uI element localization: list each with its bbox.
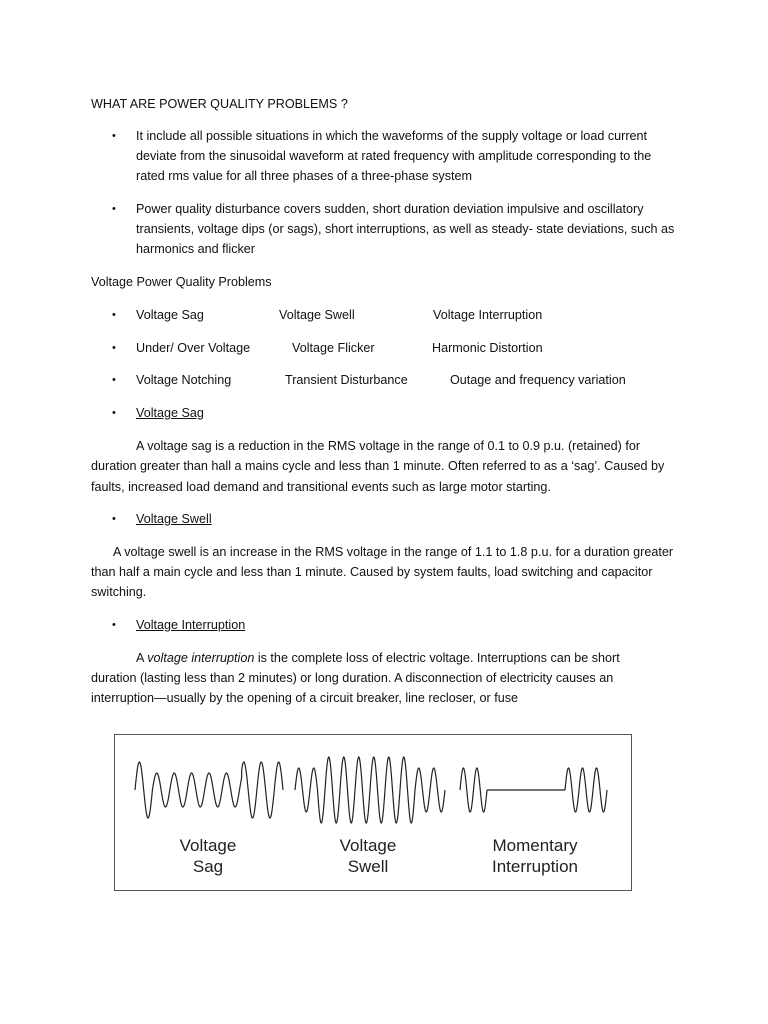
problem-item: Outage and frequency variation — [450, 373, 626, 387]
intro-bullet-2-line-2: transients, voltage dips (or sags), short interruptions, as well as steady- state deviations, such as — [136, 222, 675, 236]
problem-item: Under/ Over Voltage — [136, 341, 251, 355]
interruption-line-1-start: A — [136, 651, 148, 665]
bullet-icon: • — [112, 203, 116, 215]
section-subheading: Voltage Power Quality Problems — [91, 275, 272, 289]
bullet-icon: • — [112, 407, 116, 419]
interruption-waveform — [460, 768, 607, 812]
swell-line-3: switching. — [91, 585, 147, 599]
interruption-section-title: Voltage Interruption — [136, 618, 246, 632]
page-title: WHAT ARE POWER QUALITY PROBLEMS ? — [91, 97, 348, 111]
waveform-figure — [114, 734, 632, 891]
interruption-line-1-end: is the complete loss of electric voltage. Interruptions can be short — [254, 651, 620, 665]
intro-bullet-2-line-3: harmonics and flicker — [136, 242, 255, 256]
intro-bullet-2-line-1: Power quality disturbance covers sudden, short duration deviation impulsive and oscillatory — [136, 202, 644, 216]
bullet-icon: • — [112, 342, 116, 354]
interruption-line-1 — [136, 648, 620, 668]
interruption-line-3: interruption—usually by the opening of a circuit breaker, line recloser, or fuse — [91, 691, 519, 705]
caption-interruption — [465, 835, 605, 877]
caption-sag — [153, 835, 263, 877]
caption-interruption-line-1: Momentary — [492, 836, 578, 855]
swell-line-1: A voltage swell is an increase in the RMS voltage in the range of 1.1 to 1.8 p.u. for a duration greater — [113, 545, 674, 559]
caption-swell — [313, 835, 423, 877]
sag-line-2: duration greater than hall a mains cycle and less than 1 minute. Often referred to as a ‘sag’. Caused by — [91, 459, 665, 473]
swell-waveform — [295, 757, 445, 823]
interruption-line-2: duration (lasting less than 2 minutes) or long duration. A disconnection of electricity causes an — [91, 671, 614, 685]
bullet-icon: • — [112, 309, 116, 321]
bullet-icon: • — [112, 513, 116, 525]
intro-bullet-1-line-2: deviate from the sinusoidal waveform at rated frequency with amplitude corresponding to the — [136, 149, 652, 163]
sag-line-3: faults, increased load demand and transitional events such as large motor starting. — [91, 480, 551, 494]
problem-item: Voltage Interruption — [433, 308, 543, 322]
bullet-icon: • — [112, 374, 116, 386]
swell-line-2: than half a main cycle and less than 1 minute. Caused by system faults, load switching and capacitor — [91, 565, 653, 579]
caption-swell-line-2: Swell — [347, 857, 389, 876]
intro-bullet-1-line-1: It include all possible situations in which the waveforms of the supply voltage or load current — [136, 129, 648, 143]
sag-line-1: A voltage sag is a reduction in the RMS voltage in the range of 0.1 to 0.9 p.u. (retained) for — [136, 439, 641, 453]
problem-item: Voltage Sag — [136, 308, 204, 322]
bullet-icon: • — [112, 130, 116, 142]
sag-section-title: Voltage Sag — [136, 406, 204, 420]
problem-item: Voltage Swell — [279, 308, 355, 322]
caption-swell-line-1: Voltage — [339, 836, 397, 855]
caption-interruption-line-2: Interruption — [492, 857, 578, 876]
problem-item: Harmonic Distortion — [432, 341, 543, 355]
problem-item: Voltage Notching — [136, 373, 232, 387]
caption-sag-line-1: Voltage — [179, 836, 237, 855]
problem-item: Transient Disturbance — [285, 373, 408, 387]
swell-section-title: Voltage Swell — [136, 512, 212, 526]
problem-item: Voltage Flicker — [292, 341, 375, 355]
caption-sag-line-2: Sag — [192, 857, 224, 876]
interruption-term: voltage interruption — [147, 651, 255, 665]
bullet-icon: • — [112, 619, 116, 631]
intro-bullet-1-line-3: rated rms value for all three phases of a three-phase system — [136, 169, 472, 183]
sag-waveform — [135, 762, 283, 818]
